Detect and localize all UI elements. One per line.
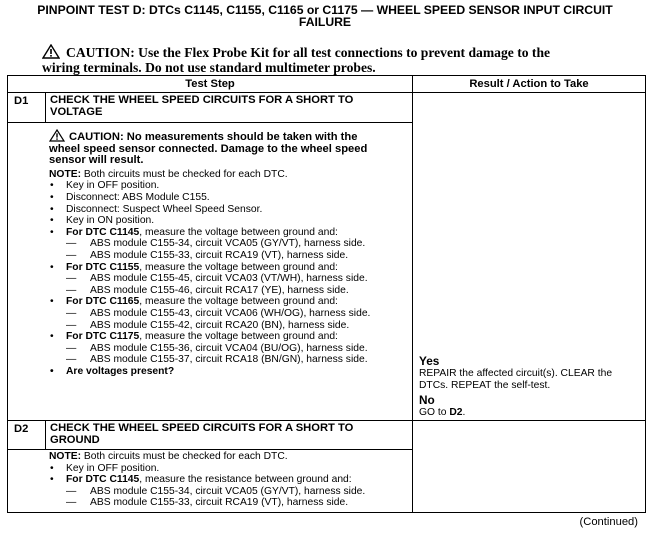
- header-rule: [7, 92, 646, 93]
- goto-d2-link[interactable]: D2: [449, 407, 463, 419]
- step-body-d1: [49, 129, 407, 377]
- dtc-code: C1145: [109, 226, 140, 238]
- d2-dtc-instruction: • For DTC C1145, measure the resistance between ground and:: [49, 474, 407, 486]
- page-title: [0, 4, 650, 28]
- d1-id-divider: [45, 92, 46, 123]
- d2-id-divider: [45, 420, 46, 450]
- d1-list-item: • Disconnect: Suspect Wheel Speed Sensor.: [49, 204, 407, 216]
- top-caution-label: CAUTION:: [66, 45, 135, 60]
- result-d1: [419, 355, 641, 419]
- d1-dtc-instruction: • For DTC C1155, measure the voltage between ground and:: [49, 262, 407, 274]
- dtc-code: C1165: [109, 296, 140, 308]
- d1-pin-line: — ABS module C155-42, circuit RCA20 (BN), harness side.: [49, 320, 407, 332]
- top-caution: [42, 44, 642, 75]
- d2-pin-line: — ABS module C155-34, circuit VCA05 (GY/VT), harness side.: [49, 486, 407, 498]
- d1-end-rule: [7, 420, 646, 421]
- column-divider: [412, 75, 413, 513]
- d1-pin-line: — ABS module C155-46, circuit RCA17 (YE), harness side.: [49, 285, 407, 297]
- d1-dtc-instruction: • For DTC C1145, measure the voltage between ground and:: [49, 227, 407, 239]
- title-line-1: PINPOINT TEST D: DTCs C1145, C1155, C1165 or C1175 — WHEEL SPEED SENSOR INPUT CIRCUIT: [37, 3, 613, 17]
- step-heading-d2: CHECK THE WHEEL SPEED CIRCUITS FOR A SHORT TO GROUND: [50, 422, 354, 446]
- step-id-d1: D1: [14, 95, 29, 107]
- d1-list-item: • Disconnect: ABS Module C155.: [49, 192, 407, 204]
- d2-list-item: • Key in OFF position.: [49, 463, 407, 475]
- d1-list-item: • Key in ON position.: [49, 215, 407, 227]
- column-header-test-step: Test Step: [185, 78, 235, 90]
- top-caution-text-2: wiring terminals. Do not use standard multimeter probes.: [42, 60, 376, 75]
- dtc-code: C1145: [109, 474, 140, 486]
- d1-pin-line: — ABS module C155-37, circuit RCA18 (BN/GN), harness side.: [49, 354, 407, 366]
- d1-caution-text-1: No measurements should be taken with the: [126, 131, 358, 143]
- d1-caution-label: CAUTION:: [69, 131, 124, 143]
- warning-triangle-icon: [42, 44, 60, 59]
- d1-heading-rule: [7, 122, 413, 123]
- column-header-result: Result / Action to Take: [469, 78, 589, 90]
- d1-caution: [49, 129, 407, 167]
- top-caution-text-1: Use the Flex Probe Kit for all test connections to prevent damage to the: [138, 45, 551, 60]
- d1-caution-text-2: wheel speed sensor connected. Damage to the wheel speed: [49, 142, 368, 155]
- d1-pin-line: — ABS module C155-34, circuit VCA05 (GY/VT), harness side.: [49, 238, 407, 250]
- dtc-code: C1175: [109, 331, 140, 343]
- d1-caution-text-3: sensor will result.: [49, 154, 144, 167]
- step-id-d2: D2: [14, 423, 29, 435]
- d1-list: [49, 180, 407, 366]
- d1-list-item: • Key in OFF position.: [49, 180, 407, 192]
- d2-pin-line: — ABS module C155-33, circuit RCA19 (VT), harness side.: [49, 497, 407, 509]
- d1-dtc-instruction: • For DTC C1165, measure the voltage between ground and:: [49, 296, 407, 308]
- d1-question: • Are voltages present?: [49, 366, 407, 378]
- d1-pin-line: — ABS module C155-43, circuit VCA06 (WH/OG), harness side.: [49, 308, 407, 320]
- d1-pin-line: — ABS module C155-33, circuit RCA19 (VT), harness side.: [49, 250, 407, 262]
- top-caution-line-1: [42, 44, 642, 60]
- d1-note: NOTE: Both circuits must be checked for each DTC.: [49, 168, 288, 180]
- d1-dtc-instruction: • For DTC C1175, measure the voltage between ground and:: [49, 331, 407, 343]
- continued-label: (Continued): [579, 516, 638, 528]
- result-yes-label: Yes: [419, 354, 440, 368]
- d1-pin-line: — ABS module C155-45, circuit VCA03 (VT/WH), harness side.: [49, 273, 407, 285]
- d1-pin-line: — ABS module C155-36, circuit VCA04 (BU/OG), harness side.: [49, 343, 407, 355]
- result-no-action: GO to D2.: [419, 407, 466, 419]
- warning-triangle-icon: [49, 129, 65, 142]
- d2-note: NOTE: Both circuits must be checked for each DTC.: [49, 451, 288, 462]
- d2-list: [49, 463, 407, 509]
- dtc-code: C1155: [109, 261, 140, 273]
- step-heading-d1: CHECK THE WHEEL SPEED CIRCUITS FOR A SHORT TO VOLTAGE: [50, 94, 354, 118]
- d2-heading-rule: [7, 449, 413, 450]
- step-body-d2: [49, 451, 407, 509]
- result-yes-action: REPAIR the affected circuit(s). CLEAR the DTCs. REPEAT the self-test.: [419, 368, 613, 391]
- title-line-2: FAILURE: [298, 15, 352, 29]
- result-no-label: No: [419, 393, 435, 408]
